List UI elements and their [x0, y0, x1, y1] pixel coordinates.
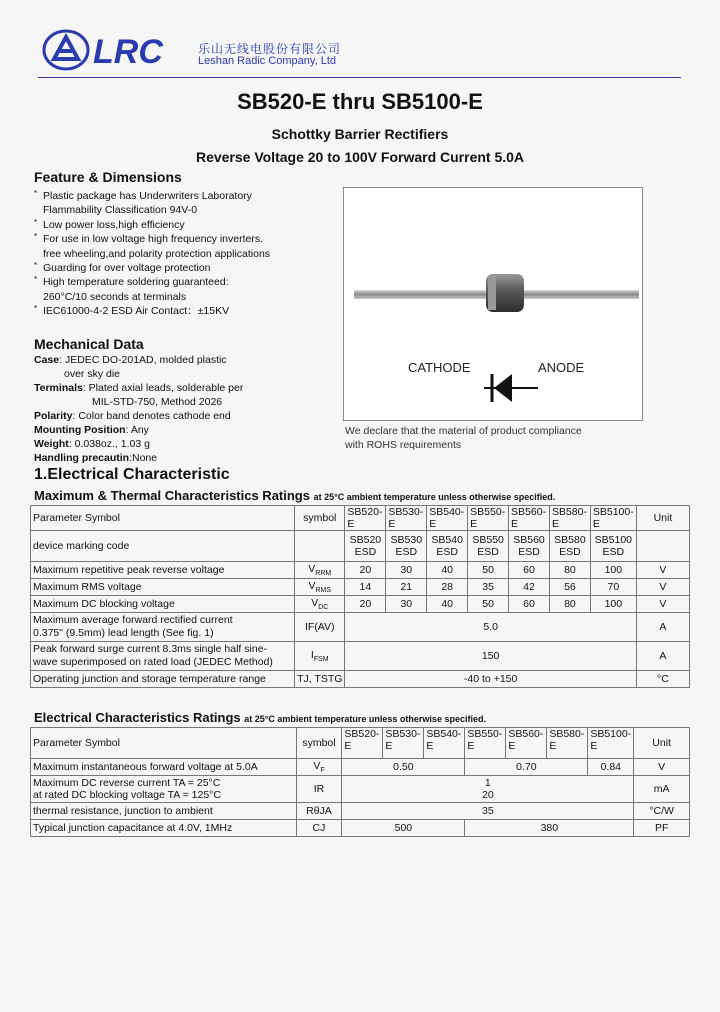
- part-number-header: [427, 506, 468, 531]
- parameter-name: [31, 613, 295, 642]
- table1-heading: [34, 488, 555, 503]
- table2-heading: [34, 710, 486, 725]
- part-number-header: [509, 506, 550, 531]
- column-header-unit: Unit: [636, 506, 689, 531]
- table2-note: at 25°C ambient temperature unless otherwise specified.: [244, 714, 486, 724]
- rating-value: 60: [509, 562, 550, 579]
- marking-code-suffix: ESD: [354, 546, 377, 558]
- part-suffix: E: [470, 518, 478, 530]
- table-row: [31, 759, 690, 776]
- part-number: SB550-: [467, 728, 503, 740]
- parameter-name: Maximum repetitive peak reverse voltage: [31, 562, 295, 579]
- rating-value: 28: [427, 579, 468, 596]
- part-suffix: E: [511, 518, 519, 530]
- rating-value: 35: [468, 579, 509, 596]
- part-number: SB560-: [508, 728, 544, 740]
- symbol: TJ, TSTG: [295, 671, 345, 688]
- handling-value: :None: [129, 452, 158, 464]
- part-number-header: [549, 506, 590, 531]
- part-suffix: E: [549, 740, 557, 752]
- marking-code-line: SB580: [554, 534, 586, 546]
- part-number: SB5100-: [592, 506, 634, 518]
- column-header-unit: Unit: [634, 728, 690, 759]
- parameter-line: wave superimposed on rated load (JEDEC Method): [33, 656, 273, 668]
- terminals-value: : Plated axial leads, solderable per: [82, 382, 244, 394]
- diode-symbol-icon: [484, 374, 538, 402]
- features-heading: Feature & Dimensions: [34, 169, 182, 185]
- anode-label: ANODE: [538, 360, 585, 375]
- parameter-name: thermal resistance, junction to ambient: [31, 803, 297, 820]
- terminals-label: Terminals: [34, 382, 83, 394]
- rating-value: 20: [345, 596, 386, 613]
- rating-value: 40: [427, 562, 468, 579]
- marking-code-line: SB520: [349, 534, 382, 546]
- rating-value: 30: [386, 562, 427, 579]
- marking-code: [345, 531, 386, 562]
- unit: mA: [634, 776, 690, 803]
- rating-value: 50: [468, 596, 509, 613]
- table2-title: Electrical Characteristics Ratings: [34, 710, 241, 725]
- part-number-header: [386, 506, 427, 531]
- marking-code: [427, 531, 468, 562]
- rating-value: 50: [468, 562, 509, 579]
- table1-title: Maximum & Thermal Characteristics Ratings: [34, 488, 310, 503]
- feature-item: [34, 290, 324, 304]
- feature-item: [34, 261, 324, 275]
- bullet-icon: *: [34, 217, 38, 227]
- marking-code: [468, 531, 509, 562]
- feature-text: High temperature soldering guaranteed:: [43, 276, 229, 289]
- part-number: SB520-: [347, 506, 383, 518]
- company-logo: [40, 26, 190, 76]
- table-row: [31, 803, 690, 820]
- part-number-header: [468, 506, 509, 531]
- unit: A: [636, 613, 689, 642]
- part-number: SB550-: [470, 506, 506, 518]
- part-number-header: [590, 506, 636, 531]
- symbol: CJ: [296, 820, 342, 837]
- part-number-header: [342, 728, 383, 759]
- part-number-header: [424, 728, 465, 759]
- polarity-value: : Color band denotes cathode end: [72, 410, 231, 422]
- rating-value: 100: [590, 596, 636, 613]
- part-suffix: E: [551, 518, 559, 530]
- rating-value: 60: [509, 596, 550, 613]
- mechanical-data: [34, 353, 334, 465]
- rating-value: 100: [590, 562, 636, 579]
- part-number-header: [465, 728, 506, 759]
- part-number-header: [588, 728, 634, 759]
- marking-code: [590, 531, 636, 562]
- part-suffix: E: [592, 518, 600, 530]
- feature-item: [34, 189, 324, 203]
- symbol: RθJA: [296, 803, 342, 820]
- terminals-value-cont: MIL-STD-750, Method 2026: [92, 396, 223, 408]
- table-row: [31, 562, 690, 579]
- weight-value: : 0.038oz., 1.03 g: [68, 438, 150, 450]
- cathode-label: CATHODE: [408, 360, 471, 375]
- features-list: [34, 189, 324, 319]
- symbol: V: [308, 579, 316, 592]
- feature-item: [34, 218, 324, 232]
- rating-value-line: 20: [482, 789, 494, 801]
- part-suffix: E: [467, 740, 475, 752]
- unit: °C/W: [634, 803, 690, 820]
- rating-value: [342, 776, 634, 803]
- feature-item: [34, 232, 324, 246]
- marking-code-suffix: ESD: [477, 546, 499, 558]
- feature-text: 260°C/10 seconds at terminals: [43, 290, 187, 303]
- rating-value: 56: [549, 579, 590, 596]
- marking-code-suffix: ESD: [395, 546, 418, 558]
- symbol-subscript: RRM: [315, 570, 332, 578]
- part-number-header: [547, 728, 588, 759]
- part-number: SB560-: [511, 506, 547, 518]
- parameter-name: Maximum instantaneous forward voltage at 5.0A: [31, 759, 297, 776]
- parameter-line: 0.375" (9.5mm) lead length (See fig. 1): [33, 627, 214, 639]
- rating-value: 20: [345, 562, 386, 579]
- symbol-cell: [296, 759, 342, 776]
- header-divider: [38, 77, 681, 78]
- feature-text: For use in low voltage high frequency inverters.: [43, 233, 264, 246]
- rating-value: -40 to +150: [345, 671, 636, 688]
- part-number-header: [345, 506, 386, 531]
- parameter-line: Maximum DC reverse current TA = 25°C: [33, 777, 221, 789]
- marking-code-suffix: ESD: [559, 546, 581, 558]
- part-number-header: [506, 728, 547, 759]
- rating-value: 0.70: [465, 759, 588, 776]
- column-header-symbol: symbol: [296, 728, 342, 759]
- rating-value: 500: [342, 820, 465, 837]
- marking-code-line: SB550: [472, 534, 504, 546]
- case-value: : JEDEC DO-201AD, molded plastic: [59, 354, 227, 366]
- symbol-subscript: RMS: [315, 587, 332, 595]
- handling-label: Handling precautin: [34, 452, 130, 464]
- case-value-cont: over sky die: [64, 368, 121, 380]
- marking-code: [386, 531, 427, 562]
- part-suffix: E: [344, 740, 352, 752]
- weight-label: Weight: [34, 438, 69, 450]
- part-suffix: E: [426, 740, 434, 752]
- symbol: I: [310, 648, 314, 661]
- column-header-symbol: symbol: [295, 506, 345, 531]
- company-name-chinese: 乐山无线电股份有限公司: [198, 42, 342, 56]
- rohs-statement: [345, 424, 645, 452]
- diode-illustration: [343, 187, 643, 421]
- rating-value: 0.84: [588, 759, 634, 776]
- marking-code-suffix: ESD: [436, 546, 458, 558]
- feature-text: Guarding for over voltage protection: [43, 262, 211, 275]
- symbol-cell: [295, 613, 345, 642]
- feature-item: [34, 275, 324, 289]
- part-number: SB530-: [388, 506, 424, 518]
- symbol: IF(AV): [304, 621, 335, 633]
- table-row: [31, 579, 690, 596]
- bullet-icon: *: [34, 304, 38, 314]
- part-suffix: E: [347, 518, 355, 530]
- parameter-name: Operating junction and storage temperature range: [31, 671, 295, 688]
- symbol: V: [313, 759, 321, 772]
- part-number: SB530-: [385, 728, 421, 740]
- bullet-icon: *: [34, 189, 38, 198]
- feature-text: free wheeling,and polarity protection applications: [43, 247, 271, 260]
- rating-value: 80: [549, 562, 590, 579]
- parameter-name: Maximum RMS voltage: [31, 579, 295, 596]
- case-label: Case: [34, 354, 60, 366]
- rohs-line: with ROHS requirements: [345, 439, 462, 451]
- marking-code-line: SB540: [431, 534, 463, 546]
- marking-code-suffix: ESD: [518, 546, 540, 558]
- document-title: SB520-E thru SB5100-E: [237, 89, 483, 114]
- part-suffix: E: [388, 518, 396, 530]
- part-suffix: E: [429, 518, 437, 530]
- electrical-ratings-table: [30, 727, 690, 837]
- marking-label: device marking code: [31, 531, 295, 562]
- max-ratings-table: [30, 505, 690, 688]
- unit: V: [636, 596, 689, 613]
- part-number: SB580-: [549, 728, 585, 740]
- rohs-line: We declare that the material of product compliance: [345, 425, 582, 437]
- table-row: [31, 531, 690, 562]
- marking-code: [509, 531, 550, 562]
- rating-value: 70: [590, 579, 636, 596]
- feature-text: Plastic package has Underwriters Laboratory: [43, 190, 252, 202]
- feature-text: Low power loss,high efficiency: [43, 218, 185, 231]
- symbol: IR: [296, 776, 342, 803]
- feature-text: Flammability Classification 94V-0: [43, 204, 198, 217]
- table-row: [31, 613, 690, 642]
- marking-code-line: SB530: [390, 534, 423, 546]
- table1-note: at 25°C ambient temperature unless otherwise specified.: [313, 492, 556, 502]
- feature-item: [34, 247, 324, 261]
- rating-value: 21: [386, 579, 427, 596]
- mechanical-heading: Mechanical Data: [34, 336, 144, 352]
- empty-cell: [295, 531, 345, 562]
- unit: °C: [636, 671, 689, 688]
- rating-value: 5.0: [345, 613, 636, 642]
- symbol-cell: [295, 579, 345, 596]
- mounting-label: Mounting Position: [34, 424, 126, 436]
- feature-item: [34, 203, 324, 217]
- rating-value: 80: [549, 596, 590, 613]
- unit: A: [636, 642, 689, 671]
- symbol: V: [311, 596, 319, 609]
- part-number: SB520-: [344, 728, 380, 740]
- empty-cell: [636, 531, 689, 562]
- marking-code-line: SB5100: [594, 534, 633, 546]
- parameter-name: Maximum DC blocking voltage: [31, 596, 295, 613]
- symbol-cell: [295, 596, 345, 613]
- feature-item: [34, 304, 324, 318]
- mounting-value: : Any: [125, 424, 149, 436]
- symbol-subscript: FSM: [313, 656, 329, 664]
- polarity-label: Polarity: [34, 410, 73, 422]
- column-header-parameter: Parameter Symbol: [31, 506, 295, 531]
- table-row: [31, 671, 690, 688]
- part-number: SB580-: [551, 506, 587, 518]
- parameter-line: Peak forward surge current 8.3ms single half sine-: [33, 643, 268, 655]
- rating-value: 0.50: [342, 759, 465, 776]
- part-suffix: E: [590, 740, 598, 752]
- symbol-cell: [295, 642, 345, 671]
- company-name-english: Leshan Radic Company, Ltd: [198, 55, 336, 67]
- parameter-line: Maximum average forward rectified current: [33, 614, 233, 626]
- unit: PF: [634, 820, 690, 837]
- bullet-icon: *: [34, 275, 38, 285]
- parameter-line: at rated DC blocking voltage TA = 125°C: [33, 789, 221, 801]
- rating-value: 14: [345, 579, 386, 596]
- unit: V: [634, 759, 690, 776]
- rating-value: 380: [465, 820, 634, 837]
- part-number: SB540-: [426, 728, 462, 740]
- parameter-name: [31, 776, 297, 803]
- rating-value: 150: [345, 642, 636, 671]
- rating-value: 30: [386, 596, 427, 613]
- feature-text: IEC61000-4-2 ESD Air Contact：±15KV: [43, 305, 230, 318]
- marking-code-suffix: ESD: [602, 546, 625, 558]
- section-heading: 1.Electrical Characteristic: [34, 466, 230, 483]
- table-row: [31, 642, 690, 671]
- symbol-subscript: DC: [318, 604, 329, 612]
- table-row: [31, 776, 690, 803]
- rating-value: 35: [342, 803, 634, 820]
- ratings-summary: Reverse Voltage 20 to 100V Forward Current 5.0A: [195, 149, 525, 165]
- marking-code: [549, 531, 590, 562]
- symbol-subscript: F: [320, 767, 325, 775]
- parameter-name: [31, 642, 295, 671]
- part-suffix: E: [508, 740, 516, 752]
- symbol-cell: [295, 562, 345, 579]
- bullet-icon: *: [34, 261, 38, 271]
- rating-value-line: 1: [484, 777, 491, 789]
- bullet-icon: *: [34, 232, 38, 242]
- rating-value: 40: [427, 596, 468, 613]
- table-header-row: [31, 728, 690, 759]
- document-subtitle: Schottky Barrier Rectifiers: [271, 126, 449, 142]
- part-number: SB540-: [429, 506, 465, 518]
- marking-code-line: SB560: [513, 534, 545, 546]
- cathode-band: [488, 276, 496, 310]
- parameter-name: Typical junction capacitance at 4.0V, 1MHz: [31, 820, 297, 837]
- logo-text: LRC: [93, 33, 163, 71]
- unit: V: [636, 579, 689, 596]
- unit: V: [636, 562, 689, 579]
- table-row: [31, 820, 690, 837]
- part-number: SB5100-: [590, 728, 632, 740]
- rating-value: 42: [509, 579, 550, 596]
- symbol: V: [308, 562, 316, 575]
- column-header-parameter: Parameter Symbol: [31, 728, 297, 759]
- table-row: [31, 596, 690, 613]
- part-number-header: [383, 728, 424, 759]
- table-header-row: [31, 506, 690, 531]
- part-suffix: E: [385, 740, 393, 752]
